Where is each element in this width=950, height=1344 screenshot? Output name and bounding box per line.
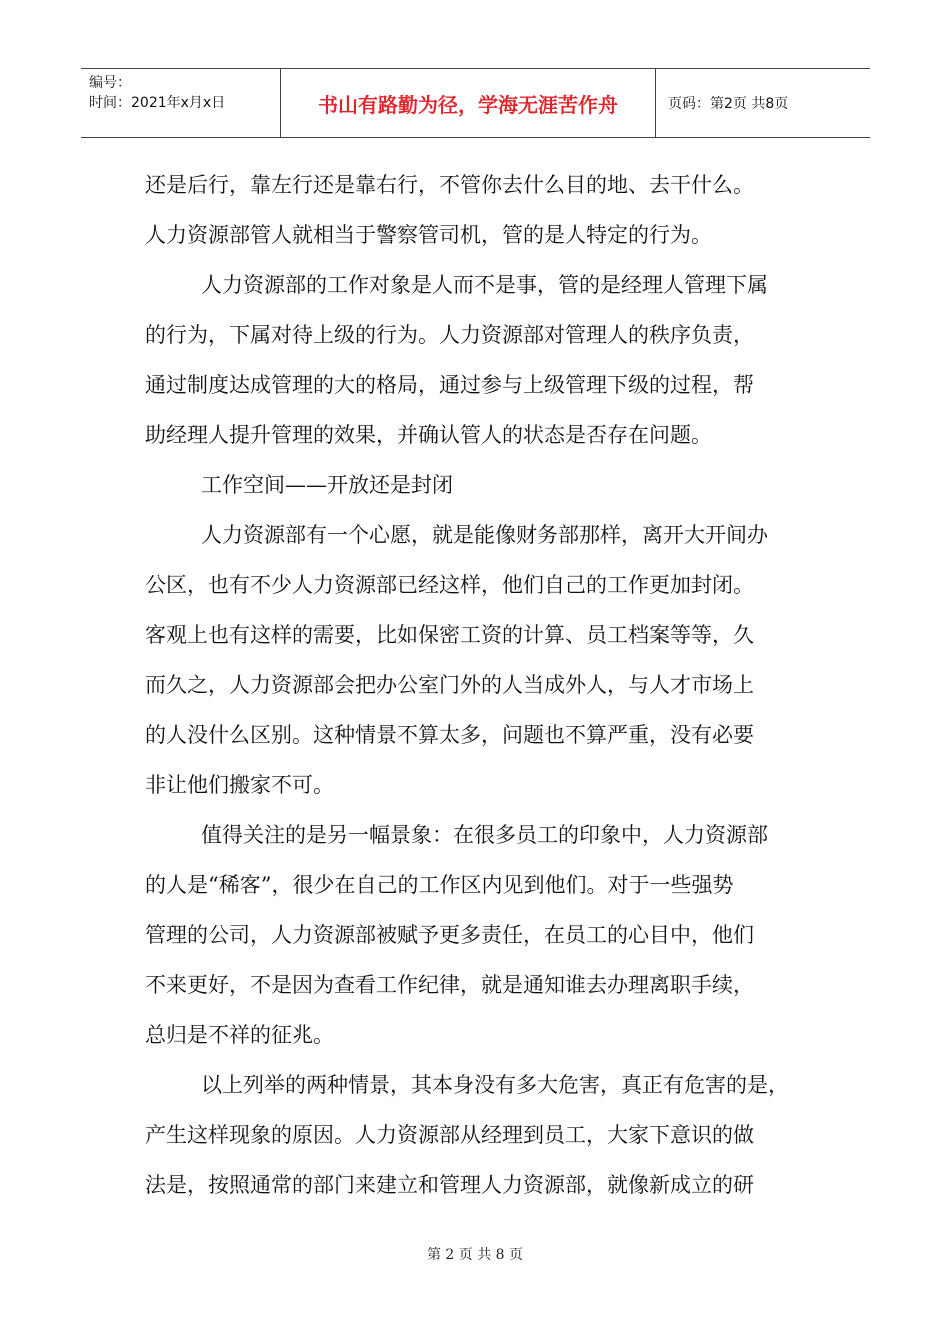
text-line: 人力资源部的工作对象是人而不是事，管的是经理人管理下属 [201,273,768,297]
page-header [81,68,870,138]
text-line: 公区，也有不少人力资源部已经这样，他们自己的工作更加封闭。 [145,573,754,597]
header-meta [81,69,281,137]
text-line: 不来更好，不是因为查看工作纪律，就是通知谁去办理离职手续， [145,973,754,997]
text-line: 还是后行，靠左行还是靠右行，不管你去什么目的地、去干什么。 [145,173,754,197]
page-footer: 第 2 页 共 8 页 [426,1247,524,1263]
text-line: 客观上也有这样的需要，比如保密工资的计算、员工档案等等，久 [145,623,754,647]
text-line: 人力资源部有一个心愿，就是能像财务部那样，离开大开间办 [201,523,768,547]
text-line: 值得关注的是另一幅景象：在很多员工的印象中，人力资源部 [201,823,768,847]
document-body [145,160,815,1210]
text-line: 管理的公司，人力资源部被赋予更多责任，在员工的心目中，他们 [145,923,754,947]
text-line: 助经理人提升管理的效果，并确认管人的状态是否存在问题。 [145,423,712,447]
header-slogan: 书山有路勤为径，学海无涯苦作舟 [281,69,656,137]
document-number-label: 编号： [89,75,131,91]
text-line: 的人没什么区别。这种情景不算太多，问题也不算严重，没有必要 [145,723,754,747]
header-page-info: 页码：第2页 共8页 [668,96,789,112]
text-line: 的行为，下属对待上级的行为。人力资源部对管理人的秩序负责， [145,323,754,347]
text-line: 非让他们搬家不可。 [145,773,334,797]
text-line: 人力资源部管人就相当于警察管司机，管的是人特定的行为。 [145,223,712,247]
text-line: 而久之，人力资源部会把办公室门外的人当成外人，与人才市场上 [145,673,754,697]
text-line: 工作空间——开放还是封闭 [201,473,453,497]
text-line: 通过制度达成管理的大的格局，通过参与上级管理下级的过程，帮 [145,373,754,397]
text-line: 总归是不祥的征兆。 [145,1023,334,1047]
text-line: 的人是“稀客”，很少在自己的工作区内见到他们。对于一些强势 [145,873,734,897]
text-line: 法是，按照通常的部门来建立和管理人力资源部，就像新成立的研 [145,1173,754,1197]
text-line: 以上列举的两种情景，其本身没有多大危害，真正有危害的是， [201,1073,789,1097]
document-time-label: 时间：2021年x月x日 [89,95,226,111]
text-line: 产生这样现象的原因。人力资源部从经理到员工，大家下意识的做 [145,1123,754,1147]
